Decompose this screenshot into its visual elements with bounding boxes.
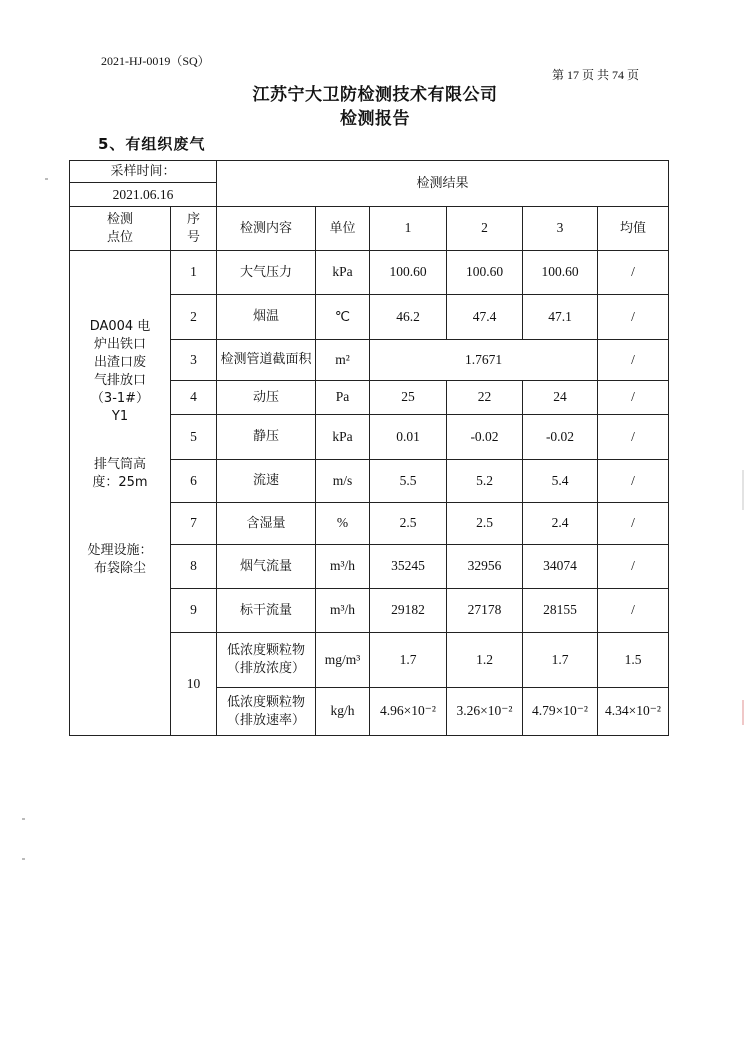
row-unit: kPa [316,251,370,295]
row-no: 8 [171,545,217,589]
row-unit: kPa [316,415,370,460]
row-avg: / [598,415,669,460]
point-name-line: 炉出铁口 [93,337,146,352]
results-header: 检测结果 [217,161,669,207]
facility-line: 处理设施： [87,543,153,558]
col-seq-header [171,207,217,251]
col-run2-header: 2 [447,207,523,251]
row-item-line: 低浓度颗粒物 [226,643,305,658]
row-merged-value: 1.7671 [370,340,598,381]
row-value-2: 100.60 [447,251,523,295]
row-avg: / [598,545,669,589]
row-no: 10 [171,633,217,736]
row-value-2: 1.2 [447,633,523,688]
point-name-line: 出渣口废 [93,355,146,370]
row-avg: 1.5 [598,633,669,688]
row-value-3: 24 [523,381,598,415]
row-item-line: （排放浓度） [226,661,305,676]
row-value-2: 32956 [447,545,523,589]
row-item: 含湿量 [217,503,316,545]
col-content-header: 检测内容 [217,207,316,251]
row-item: 静压 [217,415,316,460]
row-unit: Pa [316,381,370,415]
row-unit: mg/m³ [316,633,370,688]
row-unit: % [316,503,370,545]
report-number: 2021-HJ-0019（SQ） [101,54,210,68]
row-avg: / [598,295,669,340]
row-item-line: （排放速率） [226,712,305,728]
row-avg: / [598,251,669,295]
scan-speck [22,818,25,820]
row-value-3: 4.79×10⁻² [523,688,598,736]
sampling-point-cell [70,251,171,736]
row-value-3: 5.4 [523,460,598,503]
col-point-line2: 点位 [106,229,133,245]
row-unit: m³/h [316,589,370,633]
row-value-3: 28155 [523,589,598,633]
facility-line: 布袋除尘 [93,561,146,576]
stack-height-line: 排气筒高 [93,457,146,472]
row-item [217,633,316,688]
row-avg: / [598,503,669,545]
row-value-1: 2.5 [370,503,447,545]
row-value-3: 2.4 [523,503,598,545]
row-item: 动压 [217,381,316,415]
row-value-1: 100.60 [370,251,447,295]
point-name-line: 气排放口 [93,373,146,388]
row-value-1: 5.5 [370,460,447,503]
row-no: 3 [171,340,217,381]
row-item: 烟温 [217,295,316,340]
point-name-line: DA004 电 [89,319,151,334]
row-no: 7 [171,503,217,545]
scan-speck [742,470,744,510]
row-no: 2 [171,295,217,340]
sampling-time-cell [70,161,217,207]
report-title: 检测报告 [340,109,410,129]
row-item: 烟气流量 [217,545,316,589]
row-value-3: 34074 [523,545,598,589]
col-point-header [70,207,171,251]
row-value-1: 4.96×10⁻² [370,688,447,736]
row-value-3: -0.02 [523,415,598,460]
sampling-date: 2021.06.16 [112,187,174,202]
row-value-1: 0.01 [370,415,447,460]
scan-speck [22,858,25,860]
row-value-2: -0.02 [447,415,523,460]
row-value-3: 47.1 [523,295,598,340]
row-avg: / [598,340,669,381]
row-value-2: 47.4 [447,295,523,340]
row-value-1: 46.2 [370,295,447,340]
row-value-3: 1.7 [523,633,598,688]
row-item: 检测管道截面积 [217,340,316,381]
row-no: 5 [171,415,217,460]
row-unit: kg/h [316,688,370,736]
company-name: 江苏宁大卫防检测技术有限公司 [252,85,498,105]
scan-speck [742,700,744,725]
row-unit: m/s [316,460,370,503]
row-item-line: 低浓度颗粒物 [226,694,305,710]
row-no: 4 [171,381,217,415]
col-run1-header: 1 [370,207,447,251]
col-run3-header: 3 [523,207,598,251]
row-value-1: 35245 [370,545,447,589]
row-value-2: 2.5 [447,503,523,545]
row-avg: / [598,460,669,503]
row-value-1: 1.7 [370,633,447,688]
sampling-time-label: 采样时间： [70,161,216,183]
row-avg: / [598,589,669,633]
row-value-2: 27178 [447,589,523,633]
row-value-2: 22 [447,381,523,415]
section-title: 5、有组织废气 [98,135,206,153]
row-item: 标干流量 [217,589,316,633]
page-info: 第 17 页 共 74 页 [552,68,640,82]
stack-height-line: 度：25m [92,475,148,490]
emission-results-table [69,160,669,736]
scan-speck [45,178,48,180]
row-avg: 4.34×10⁻² [598,688,669,736]
row-no: 9 [171,589,217,633]
col-point-line1: 检测 [106,211,133,227]
row-value-2: 3.26×10⁻² [447,688,523,736]
row-avg: / [598,381,669,415]
point-name-line: Y1 [111,409,129,424]
col-unit-header: 单位 [316,207,370,251]
row-unit: m² [316,340,370,381]
row-no: 1 [171,251,217,295]
row-item: 大气压力 [217,251,316,295]
row-item: 流速 [217,460,316,503]
row-value-1: 25 [370,381,447,415]
col-avg-header: 均值 [598,207,669,251]
row-no: 6 [171,460,217,503]
row-value-1: 29182 [370,589,447,633]
row-unit: ℃ [316,295,370,340]
point-name-line: （3-1#） [90,391,150,406]
row-item [217,688,316,736]
row-value-2: 5.2 [447,460,523,503]
col-seq-line1: 序 [186,211,200,227]
col-seq-line2: 号 [186,229,200,245]
row-unit: m³/h [316,545,370,589]
row-value-3: 100.60 [523,251,598,295]
